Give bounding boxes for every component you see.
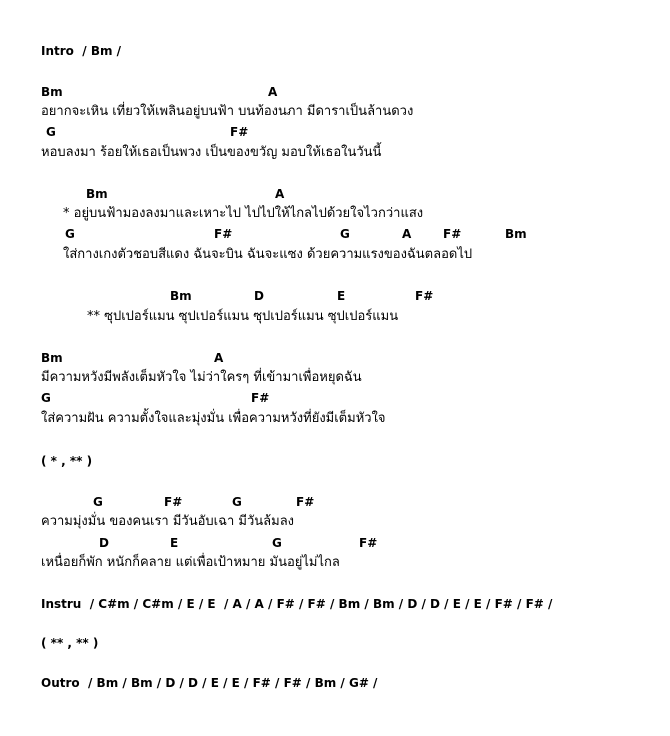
lyric-line: อยากจะเหิน เที่ยวให้เพลินอยู่บนฟ้า บนท้องนภา มีดาราเป็นล้านดวง (41, 104, 414, 119)
chord-label: G (272, 536, 282, 550)
chord-label: A (268, 85, 278, 99)
chord-label: E (337, 289, 346, 303)
chord-label: G (41, 391, 51, 405)
chord-label: D (254, 289, 264, 303)
lyric-line: เหนื่อยก็พัก หนักก็คลาย แต่เพื่อเป้าหมาย มันอยู่ไม่ไกล (41, 555, 340, 570)
lyric-line: ใส่กางเกงตัวชอบสีแดง ฉันจะบิน ฉันจะแซง ด้วยความแรงของฉันตลอดไป (63, 247, 473, 262)
lyric-line: มีความหวังมีพลังเต็มหัวใจ ไม่ว่าใครๆ ที่เข้ามาเพื่อหยุดฉัน (41, 370, 362, 385)
chord-label: F# (164, 495, 183, 509)
chord-label: F# (251, 391, 270, 405)
instrumental-line: Instru / C#m / C#m / E / E / A / A / F# / F# / Bm / Bm / D / D / E / E / F# / F# / (41, 597, 553, 611)
chord-label: F# (296, 495, 315, 509)
chord-label: A (275, 187, 285, 201)
intro-line: Intro / Bm / (41, 44, 122, 58)
lyric-line: ความมุ่งมั่น ของคนเรา มีวันอับเฉา มีวันล้มลง (41, 514, 295, 529)
lyric-line: * อยู่บนฟ้ามองลงมาและเหาะไป ไปไปให้ไกลไปด้วยใจไวกว่าแสง (63, 206, 424, 221)
chord-label: Bm (86, 187, 108, 201)
chord-label: Bm (505, 227, 527, 241)
chord-label: Bm (41, 85, 63, 99)
chord-label: G (93, 495, 103, 509)
chord-label: F# (230, 125, 249, 139)
lyric-line: ** ซุปเปอร์แมน ซุปเปอร์แมน ซุปเปอร์แมน ซุปเปอร์แมน (87, 309, 399, 324)
chord-label: A (214, 351, 224, 365)
chord-label: Bm (170, 289, 192, 303)
chord-label: D (99, 536, 109, 550)
chord-label: G (232, 495, 242, 509)
chord-label: G (340, 227, 350, 241)
chord-label: G (46, 125, 56, 139)
repeat-marker: ( * , ** ) (41, 454, 93, 468)
chord-label: F# (359, 536, 378, 550)
chord-label: G (65, 227, 75, 241)
repeat-marker: ( ** , ** ) (41, 636, 99, 650)
chord-label: F# (415, 289, 434, 303)
chord-label: E (170, 536, 179, 550)
chord-label: F# (214, 227, 233, 241)
lyric-line: หอบลงมา ร้อยให้เธอเป็นพวง เป็นของขวัญ มอบให้เธอในวันนี้ (41, 145, 382, 160)
chord-label: Bm (41, 351, 63, 365)
chord-label: A (402, 227, 412, 241)
lyric-line: ใส่ความฝัน ความตั้งใจและมุ่งมั่น เพื่อความหวังที่ยังมีเต็มหัวใจ (41, 411, 386, 426)
outro-line: Outro / Bm / Bm / D / D / E / E / F# / F# / Bm / G# / (41, 676, 378, 690)
chord-label: F# (443, 227, 462, 241)
